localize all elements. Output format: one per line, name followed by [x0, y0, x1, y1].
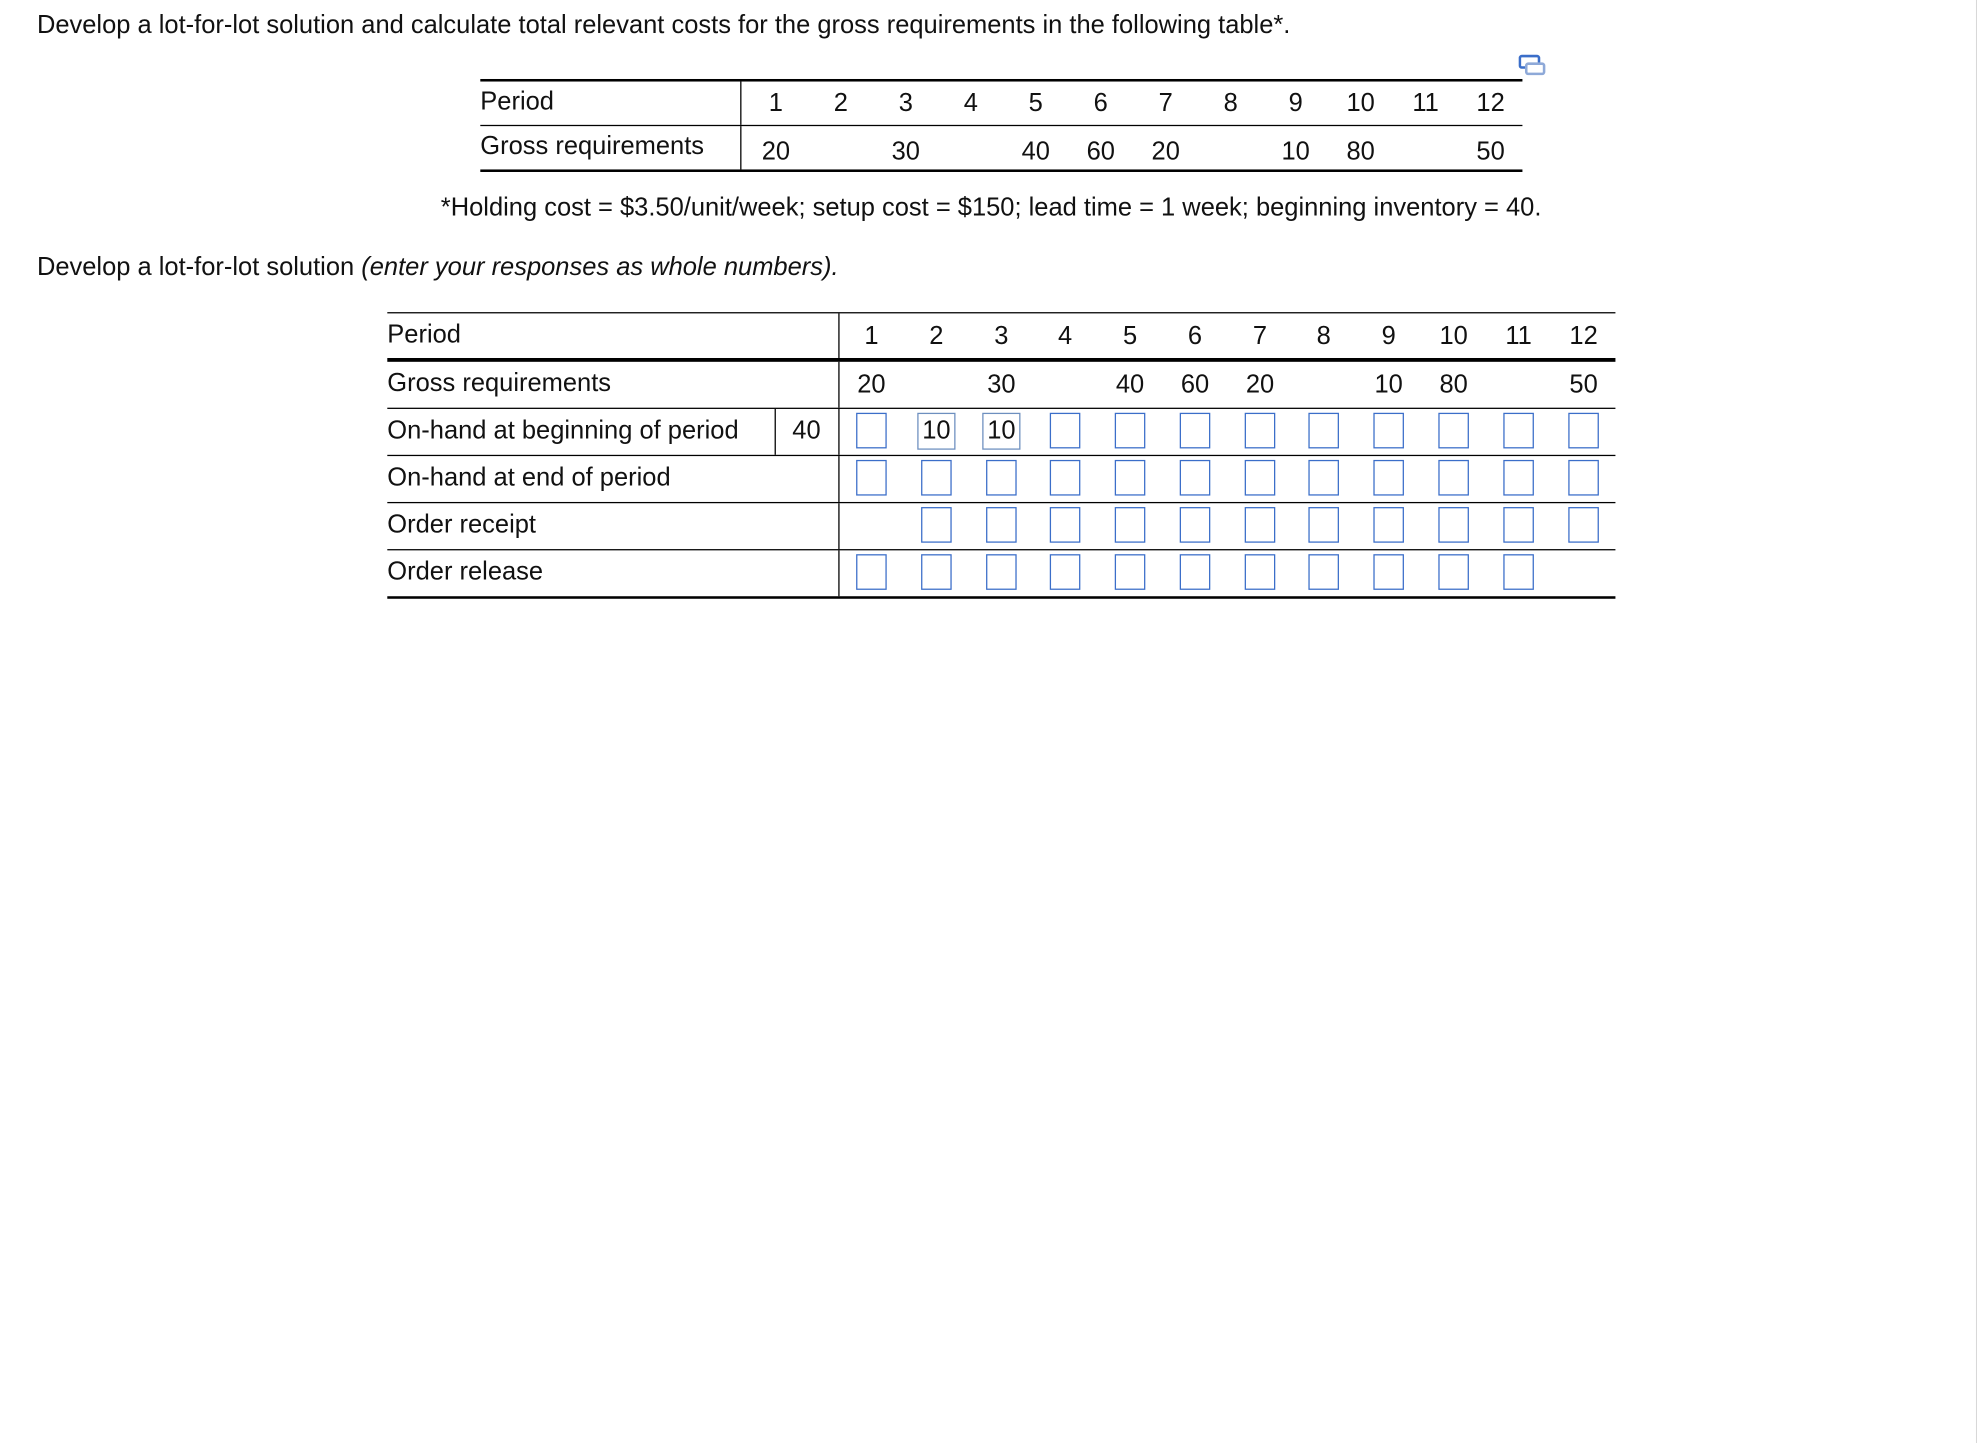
period-cell: 8 — [1316, 322, 1331, 351]
footnote: *Holding cost = $3.50/unit/week; setup cost = $150; lead time = 1 week; beginning inventory = 40. — [440, 193, 1542, 222]
onhand-begin-label: On-hand at beginning of period — [387, 416, 739, 445]
order-receipt-input[interactable] — [1438, 507, 1469, 543]
order-release-input[interactable] — [1373, 554, 1404, 590]
onhand-end-input[interactable] — [1373, 460, 1404, 496]
period-cell: 9 — [1381, 322, 1396, 351]
gross-requirements-table — [480, 79, 1522, 172]
period-cell: 3 — [994, 322, 1009, 351]
order-receipt-row — [387, 502, 1615, 549]
order-release-input[interactable] — [1245, 554, 1276, 590]
onhand-end-label: On-hand at end of period — [387, 463, 671, 492]
onhand-begin-value: 10 — [917, 413, 955, 450]
gross-cell: 50 — [1569, 370, 1598, 399]
onhand-end-input[interactable] — [986, 460, 1017, 496]
period-cell: 11 — [1505, 322, 1532, 351]
order-release-input[interactable] — [986, 554, 1017, 590]
gross-requirements-label: Gross requirements — [480, 132, 705, 161]
gross-cell: 40 — [1021, 137, 1050, 166]
period-cell: 1 — [864, 322, 879, 351]
period-cell: 7 — [1158, 89, 1173, 118]
onhand-begin-input[interactable] — [1245, 413, 1276, 449]
onhand-begin-value: 10 — [982, 413, 1020, 450]
gross-cell: 20 — [857, 370, 886, 399]
order-receipt-label: Order receipt — [387, 510, 536, 539]
period-cell: 11 — [1412, 89, 1439, 118]
onhand-end-input[interactable] — [1050, 460, 1081, 496]
period-cell: 12 — [1569, 322, 1598, 351]
prompt-instruction: (enter your responses as whole numbers). — [361, 253, 839, 282]
order-receipt-input[interactable] — [1050, 507, 1081, 543]
onhand-begin-input[interactable] — [1503, 413, 1534, 449]
lot-for-lot-table — [387, 312, 1615, 599]
gross-cell: 50 — [1476, 137, 1505, 166]
order-release-input[interactable] — [921, 554, 952, 590]
order-release-input[interactable] — [856, 554, 887, 590]
period-cell: 8 — [1223, 89, 1238, 118]
gross-cell: 20 — [1245, 370, 1275, 399]
gross-cell: 80 — [1346, 137, 1375, 166]
onhand-begin-input[interactable] — [1308, 413, 1339, 449]
prompt-text: Develop a lot-for-lot solution — [36, 253, 355, 282]
period-cell: 12 — [1476, 89, 1505, 118]
order-release-row — [387, 549, 1615, 596]
period-cell: 4 — [1057, 322, 1073, 351]
onhand-begin-input[interactable] — [1568, 413, 1599, 449]
period-label: Period — [480, 87, 554, 116]
period-cell: 10 — [1439, 322, 1468, 351]
onhand-begin-input[interactable] — [1373, 413, 1404, 449]
order-release-input[interactable] — [1308, 554, 1339, 590]
copy-to-clipboard-icon[interactable] — [1519, 54, 1547, 77]
onhand-begin-input[interactable] — [1180, 413, 1211, 449]
period-cell: 6 — [1187, 322, 1203, 351]
gross-cell: 30 — [891, 137, 920, 166]
order-release-input[interactable] — [1180, 554, 1211, 590]
period-cell: 1 — [768, 89, 783, 118]
order-receipt-input[interactable] — [921, 507, 952, 543]
order-release-label: Order release — [387, 558, 544, 587]
period-label: Period — [387, 321, 461, 350]
period-row — [387, 313, 1615, 361]
gross-cell: 30 — [987, 370, 1016, 399]
order-receipt-input[interactable] — [1245, 507, 1276, 543]
period-cell: 6 — [1093, 89, 1108, 118]
onhand-end-input[interactable] — [1438, 460, 1469, 496]
period-cell: 4 — [963, 89, 978, 118]
onhand-end-row — [387, 455, 1615, 502]
gross-requirements-label: Gross requirements — [387, 369, 612, 398]
onhand-end-input[interactable] — [1503, 460, 1534, 496]
onhand-end-input[interactable] — [1568, 460, 1599, 496]
onhand-begin-input[interactable] — [1050, 413, 1081, 449]
order-receipt-input[interactable] — [1568, 507, 1599, 543]
order-release-input[interactable] — [1115, 554, 1146, 590]
order-release-input[interactable] — [1438, 554, 1469, 590]
gross-cell: 60 — [1180, 370, 1210, 399]
gross-requirements-row — [387, 362, 1615, 409]
period-cell: 10 — [1346, 89, 1375, 118]
beginning-inventory: 40 — [792, 416, 821, 445]
order-receipt-input[interactable] — [986, 507, 1017, 543]
period-cell: 2 — [833, 89, 848, 118]
period-row — [480, 82, 1522, 125]
gross-cell: 80 — [1439, 370, 1468, 399]
onhand-end-input[interactable] — [1180, 460, 1211, 496]
onhand-end-input[interactable] — [1308, 460, 1339, 496]
period-cell: 5 — [1122, 322, 1138, 351]
gross-cell: 20 — [1151, 137, 1180, 166]
order-receipt-input[interactable] — [1308, 507, 1339, 543]
order-receipt-input[interactable] — [1115, 507, 1146, 543]
gross-cell: 60 — [1086, 137, 1115, 166]
gross-cell: 40 — [1115, 370, 1145, 399]
onhand-end-input[interactable] — [1115, 460, 1146, 496]
onhand-end-input[interactable] — [856, 460, 887, 496]
order-release-input[interactable] — [1503, 554, 1534, 590]
period-cell: 3 — [898, 89, 913, 118]
period-cell: 7 — [1252, 322, 1268, 351]
gross-cell: 20 — [761, 137, 791, 166]
order-release-input[interactable] — [1050, 554, 1081, 590]
onhand-begin-input[interactable] — [856, 413, 887, 449]
gross-cell: 10 — [1281, 137, 1310, 166]
onhand-begin-input[interactable] — [1115, 413, 1146, 449]
intro-text: Develop a lot-for-lot solution and calculate total relevant costs for the gross requirements in the following table*. — [36, 11, 1291, 40]
gross-requirements-row — [480, 125, 1522, 170]
onhand-end-input[interactable] — [1245, 460, 1276, 496]
onhand-begin-input[interactable] — [1438, 413, 1469, 449]
onhand-begin-row — [387, 409, 1615, 455]
onhand-end-input[interactable] — [921, 460, 952, 496]
period-cell: 2 — [929, 322, 944, 351]
order-receipt-input[interactable] — [1503, 507, 1534, 543]
order-receipt-input[interactable] — [1180, 507, 1211, 543]
prompt — [37, 254, 839, 283]
gross-cell: 10 — [1374, 370, 1403, 399]
order-receipt-input[interactable] — [1373, 507, 1404, 543]
period-cell: 9 — [1288, 89, 1303, 118]
period-cell: 5 — [1028, 89, 1043, 118]
